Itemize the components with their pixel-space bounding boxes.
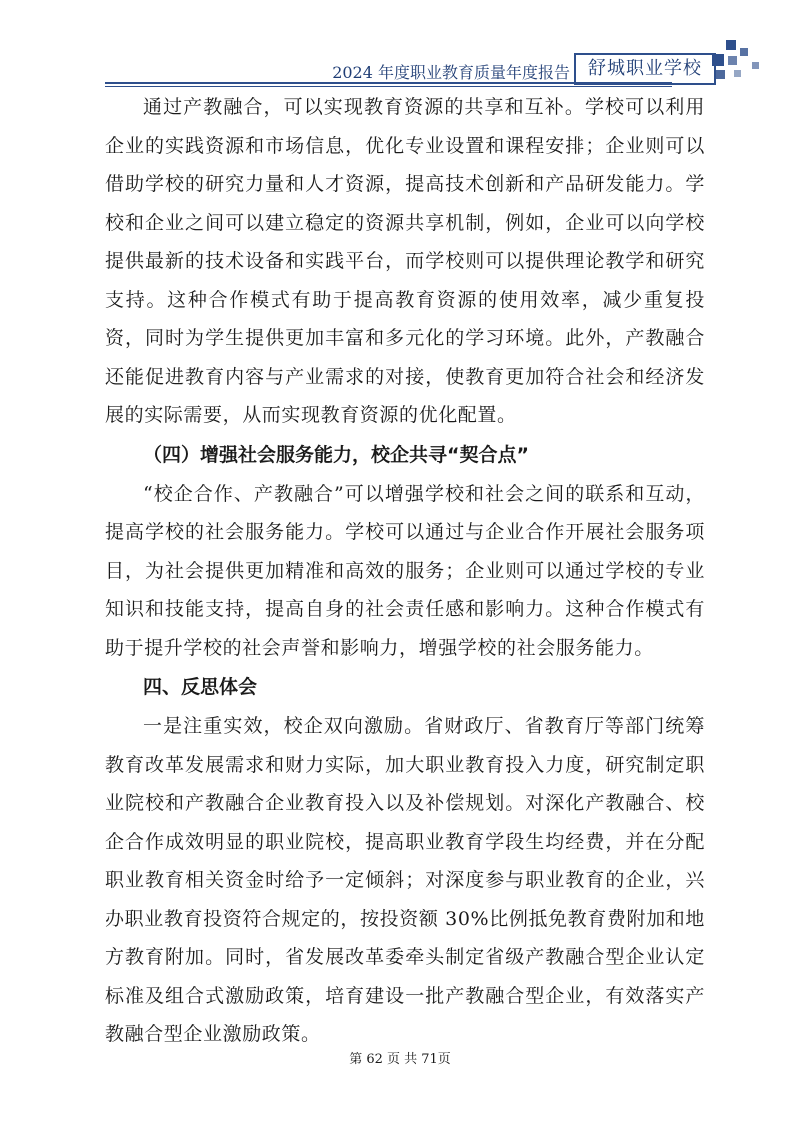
paragraph-incentives: 一是注重实效，校企双向激励。省财政厅、省教育厅等部门统筹教育改革发展需求和财力实际，加大职业教育投入力度，研究制定职业院校和产教融合企业教育投入以及补偿规划。对深化产教融合、校企合作成效明显的职业院校，提高职业教育学段生均经费，并在分配职业教育相关资金时给予一定倾斜；对深度参与职业教育的企业，兴办职业教育投资符合规定的，按投资额 30%比例抵免教育费附加和地方教育附加。同时，省发展改革委牵头制定省级产教融合型企业认定标准及组合式激励政策，培育建设一批产教融合型企业，有效落实产教融合型企业激励政策。: [105, 715, 705, 1045]
school-name-badge: 舒城职业学校: [574, 53, 716, 85]
section-heading-reflection: 四、反思体会: [143, 676, 258, 698]
section-heading-social-service: （四）增强社会服务能力，校企共寻“契合点”: [143, 443, 529, 466]
header-rule-thin: [105, 86, 672, 87]
paragraph-social-service: “校企合作、产教融合”可以增强学校和社会之间的联系和互动，提高学校的社会服务能力。学校可以通过与企业合作开展社会服务项目，为社会提供更加精准和高效的服务；企业则可以通过学校的专业知识和技能支持，提高自身的社会责任感和影响力。这种合作模式有助于提升学校的社会声誉和影响力，增强学校的社会服务能力。: [105, 482, 705, 659]
paragraph-resource-sharing: 通过产教融合，可以实现教育资源的共享和互补。学校可以利用企业的实践资源和市场信息，优化专业设置和课程安排；企业则可以借助学校的研究力量和人才资源，提高技术创新和产品研发能力。学校和企业之间可以建立稳定的资源共享机制，例如，企业可以向学校提供最新的技术设备和实践平台，而学校则可以提供理论教学和研究支持。这种合作模式有助于提高教育资源的使用效率，减少重复投资，同时为学生提供更加丰富和多元化的学习环境。此外，产教融合还能促进教育内容与产业需求的对接，使教育更加符合社会和经济发展的实际需要，从而实现教育资源的优化配置。: [105, 96, 705, 426]
report-title: 2024 年度职业教育质量年度报告: [332, 63, 570, 82]
decorative-squares-icon: [712, 40, 772, 82]
header-rule: [105, 82, 672, 84]
page-header: [0, 0, 800, 95]
page-content: [105, 88, 705, 1054]
page-number: 第 62 页 共 71页: [349, 1052, 451, 1067]
